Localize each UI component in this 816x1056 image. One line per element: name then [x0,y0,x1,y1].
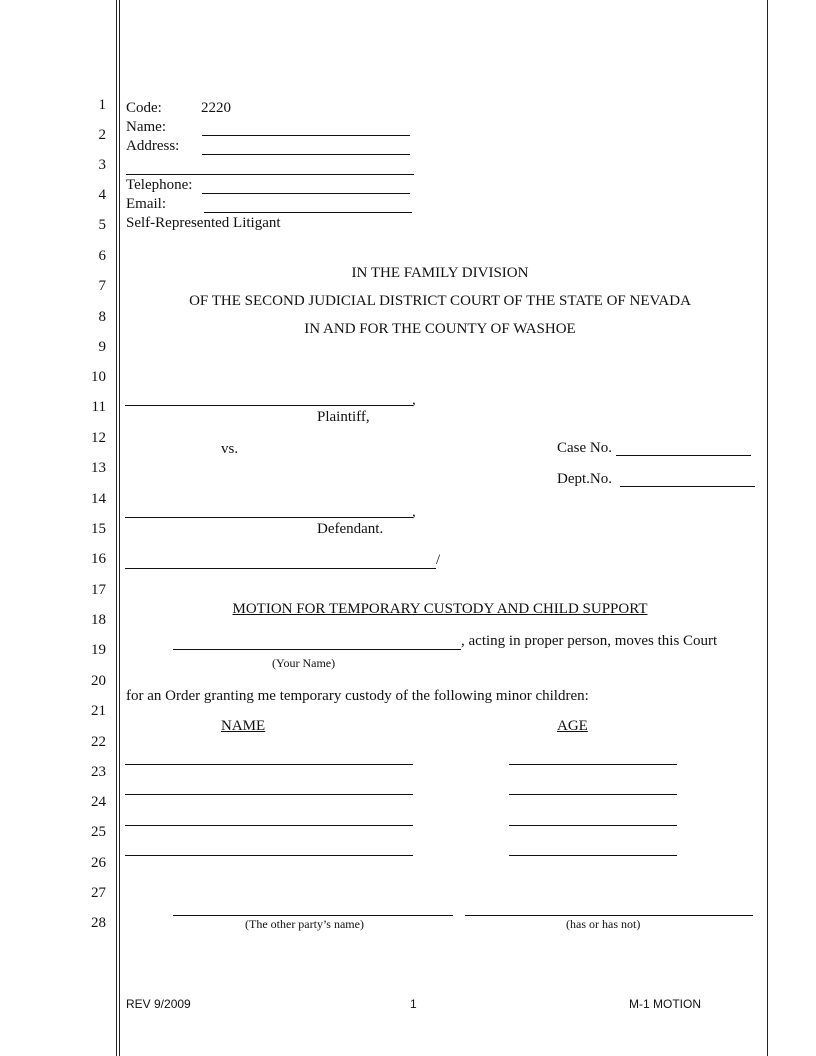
address-field-line-2[interactable] [126,174,414,175]
code-value: 2220 [201,100,231,116]
code-label: Code: [126,100,162,116]
line-number: 17 [91,582,106,598]
telephone-label: Telephone: [126,177,193,193]
caption-comma: , [412,504,416,520]
child-name-line-4[interactable] [125,855,413,856]
motion-intro-text: , acting in proper person, moves this Court [461,633,718,649]
telephone-field-line[interactable] [202,193,410,194]
your-name-hint: (Your Name) [272,656,336,670]
page-number: 1 [410,997,417,1011]
form-id: M-1 MOTION [629,997,701,1011]
defendant-label: Defendant. [317,521,384,537]
line-number: 15 [91,521,106,537]
line-number: 12 [91,430,106,446]
case-no-label: Case No. [557,440,612,456]
dept-no-field-line[interactable] [620,486,755,487]
other-party-hint: (The other party’s name) [245,917,364,931]
line-number: 19 [91,642,106,658]
plaintiff-label: Plaintiff, [317,409,370,425]
line-number: 13 [91,460,106,476]
line-number: 23 [91,764,106,780]
your-name-field-line[interactable] [173,649,461,650]
child-name-line-3[interactable] [125,825,413,826]
line-number: 4 [98,187,106,203]
has-or-has-not-line[interactable] [465,915,753,916]
child-age-line-4[interactable] [509,855,677,856]
court-line-3: IN AND FOR THE COUNTY OF WASHOE [304,321,576,337]
child-age-line-3[interactable] [509,825,677,826]
email-field-line[interactable] [204,212,412,213]
revision-label: REV 9/2009 [126,997,191,1011]
caption-slash: / [436,552,441,568]
line-number: 11 [91,399,106,415]
line-number: 18 [91,612,106,628]
address-label: Address: [126,138,180,154]
line-number: 22 [91,734,106,750]
address-field-line[interactable] [202,154,410,155]
caption-comma: , [412,392,416,408]
child-name-line-2[interactable] [125,794,413,795]
right-margin-rule [767,0,768,1056]
order-text: for an Order granting me temporary custody of the following minor children: [126,688,589,704]
defendant-name-line[interactable] [125,517,413,518]
line-number: 27 [91,885,106,901]
name-label: Name: [126,119,166,135]
left-margin-rule-outer [116,0,117,1056]
child-name-line-1[interactable] [125,764,413,765]
line-number: 21 [91,703,106,719]
line-number: 26 [91,855,106,871]
line-number: 14 [91,491,106,507]
case-no-field-line[interactable] [616,455,751,456]
court-line-1: IN THE FAMILY DIVISION [351,265,529,281]
line-number: 9 [98,339,106,355]
line-number: 24 [91,794,106,810]
litigant-status: Self-Represented Litigant [126,215,281,231]
line-number: 25 [91,824,106,840]
age-column-header: AGE [557,718,588,734]
line-number: 5 [98,217,106,233]
caption-close-line [125,568,436,569]
motion-title: MOTION FOR TEMPORARY CUSTODY AND CHILD SUPPORT [232,601,648,617]
name-column-header: NAME [221,718,266,734]
line-number: 8 [98,309,106,325]
dept-no-label: Dept.No. [557,471,612,487]
left-margin-rule-inner [119,0,120,1056]
child-age-line-2[interactable] [509,794,677,795]
line-number: 20 [91,673,106,689]
line-number: 7 [98,278,106,294]
email-label: Email: [126,196,166,212]
line-number: 6 [98,248,106,264]
other-party-name-line[interactable] [173,915,453,916]
has-or-has-not-hint: (has or has not) [566,917,641,931]
line-number: 10 [91,369,106,385]
plaintiff-name-line[interactable] [125,405,413,406]
line-number: 1 [98,97,106,113]
court-line-2: OF THE SECOND JUDICIAL DISTRICT COURT OF THE STATE OF NEVADA [189,293,691,309]
line-number: 16 [91,551,106,567]
line-number: 2 [98,127,106,143]
vs-label: vs. [221,441,239,457]
child-age-line-1[interactable] [509,764,677,765]
name-field-line[interactable] [202,135,410,136]
line-number: 28 [91,915,106,931]
line-number: 3 [98,157,106,173]
